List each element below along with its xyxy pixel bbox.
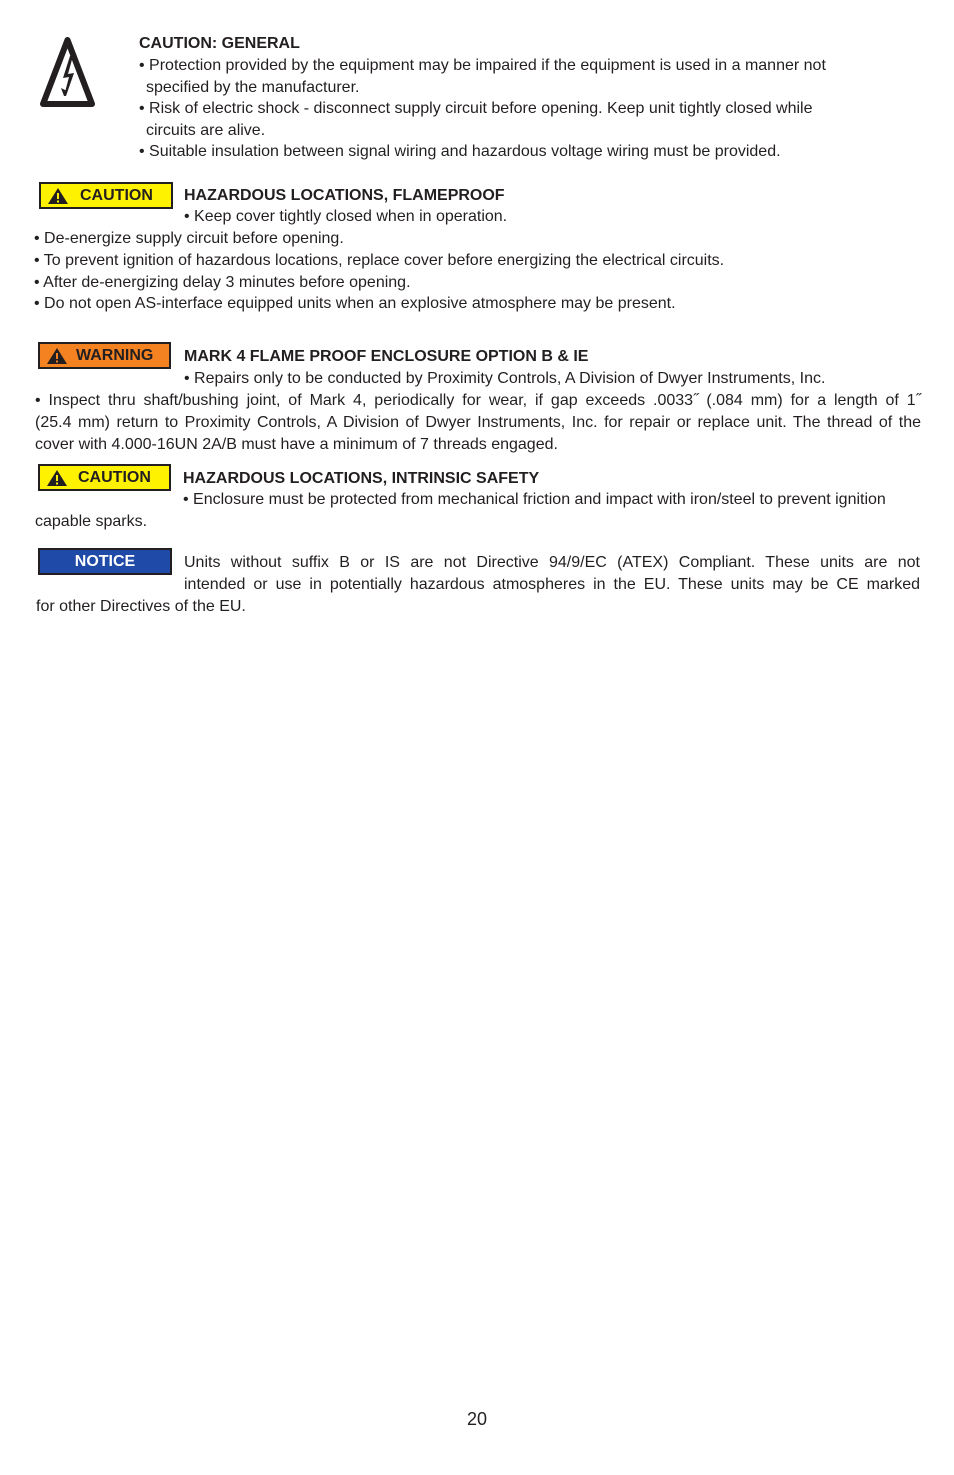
mark4-para-line-1: • Inspect thru shaft/bushing joint, of Mark 4, periodically for wear, if gap exceeds .0033˝ (.084 mm) for a length of 1˝	[35, 392, 921, 409]
mark4-title: MARK 4 FLAME PROOF ENCLOSURE OPTION B & IE	[184, 348, 589, 365]
exclamation-triangle-icon	[47, 187, 69, 205]
general-item-1-line-1: • Protection provided by the equipment may be impaired if the equipment is used in a manner not	[139, 57, 826, 74]
flameproof-items	[34, 228, 724, 315]
flameproof-item-5: • Do not open AS-interface equipped units when an explosive atmosphere may be present.	[34, 295, 676, 313]
electric-shock-warning-icon	[40, 36, 95, 108]
mark4-para-line-2: (25.4 mm) return to Proximity Controls, A Division of Dwyer Instruments, Inc. for repair or replace unit. The thread of the	[35, 413, 921, 431]
general-item-3: • Suitable insulation between signal wiring and hazardous voltage wiring must be provided.	[139, 143, 781, 160]
notice-line-3: for other Directives of the EU.	[36, 598, 246, 615]
mark4-para-line-3: cover with 4.000-16UN 2A/B must have a minimum of 7 threads engaged.	[35, 435, 558, 453]
general-caution-title: CAUTION: GENERAL	[139, 35, 300, 52]
flameproof-item-3: • To prevent ignition of hazardous locations, replace cover before energizing the electrical circuits.	[34, 251, 725, 269]
mark4-item-1: • Repairs only to be conducted by Proximity Controls, A Division of Dwyer Instruments, Inc.	[184, 370, 826, 387]
mark4-paragraph	[35, 390, 921, 455]
flameproof-item-1: • Keep cover tightly closed when in operation.	[184, 208, 508, 225]
exclamation-triangle-icon	[46, 469, 68, 487]
general-item-2-line-2: circuits are alive.	[146, 121, 266, 139]
warning-badge-label: WARNING	[76, 347, 154, 364]
exclamation-triangle-icon	[46, 347, 68, 365]
intrinsic-item-line-1: • Enclosure must be protected from mechanical friction and impact with iron/steel to prevent ignition	[183, 491, 886, 508]
notice-badge-label: NOTICE	[74, 553, 136, 570]
page-number: 20	[466, 1409, 488, 1429]
notice-text	[184, 552, 920, 596]
caution-badge-label: CAUTION	[80, 187, 153, 204]
caution-badge-label: CAUTION	[78, 469, 151, 486]
general-item-2-line-1: • Risk of electric shock - disconnect supply circuit before opening. Keep unit tightly closed while	[139, 100, 813, 117]
notice-badge	[38, 548, 172, 575]
warning-badge	[38, 342, 171, 369]
caution-badge-flameproof	[39, 182, 173, 209]
notice-line-1: Units without suffix B or IS are not Directive 94/9/EC (ATEX) Compliant. These units are not	[184, 554, 920, 571]
general-item-1	[139, 55, 826, 99]
notice-line-2: intended or use in potentially hazardous atmospheres in the EU. These units may be CE marked	[184, 575, 920, 593]
caution-badge-intrinsic	[38, 464, 171, 491]
flameproof-item-2: • De-energize supply circuit before opening.	[34, 230, 344, 247]
intrinsic-item-line-2: capable sparks.	[35, 513, 148, 530]
flameproof-item-4: • After de-energizing delay 3 minutes before opening.	[34, 273, 411, 291]
intrinsic-title: HAZARDOUS LOCATIONS, INTRINSIC SAFETY	[183, 470, 540, 487]
general-item-1-line-2: specified by the manufacturer.	[146, 78, 360, 96]
flameproof-title: HAZARDOUS LOCATIONS, FLAMEPROOF	[184, 187, 505, 204]
general-item-2	[139, 98, 813, 142]
